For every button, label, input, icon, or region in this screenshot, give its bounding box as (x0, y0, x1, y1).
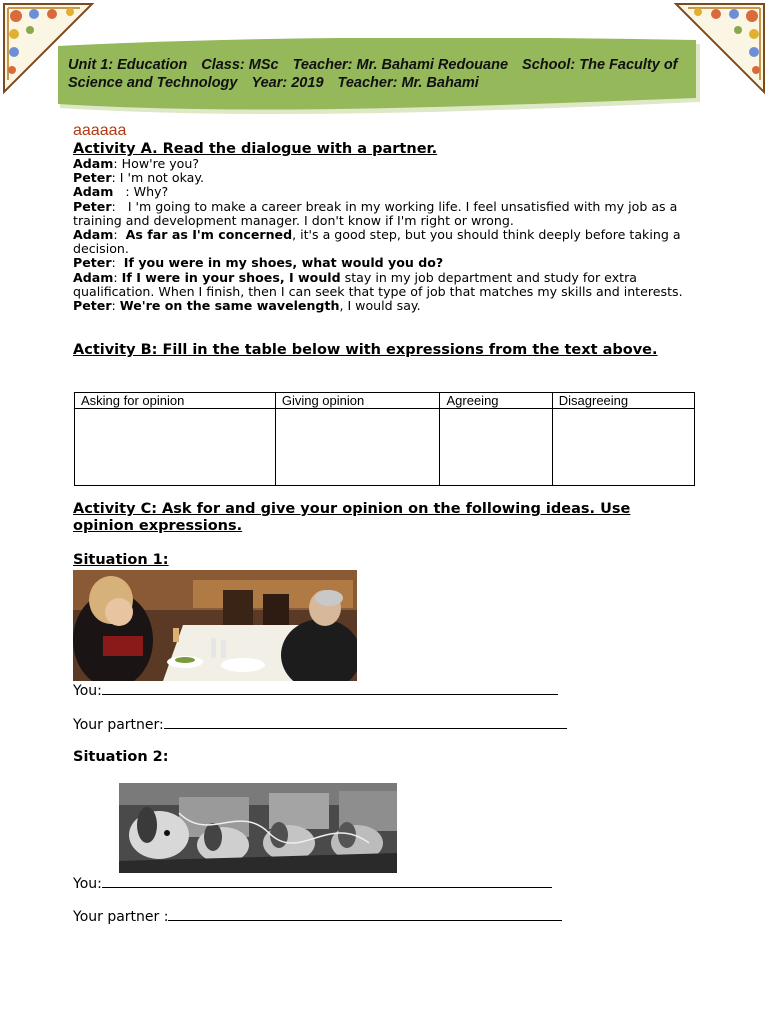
dialogue-line (73, 200, 703, 228)
partner-label: Your partner: (73, 717, 164, 733)
dialogue-line (73, 185, 703, 199)
table-cell-disagreeing[interactable] (552, 409, 694, 486)
partner-label: Your partner : (73, 909, 169, 925)
speaker-separator: : (111, 255, 124, 271)
speaker-name: Adam (73, 156, 114, 171)
header-teacher-full: Teacher: Mr. Bahami Redouane (292, 57, 509, 73)
you-answer-line[interactable] (102, 873, 552, 888)
speaker-name: Peter (73, 198, 112, 214)
dialogue-text: How're you? (121, 156, 200, 171)
header-unit: Unit 1: Education (68, 57, 188, 73)
dialogue-text: I 'm not okay. (119, 170, 205, 186)
you-label: You: (73, 876, 102, 892)
table-cell-giving[interactable] (275, 409, 440, 486)
situation-2-you-answer (73, 873, 552, 892)
dialogue-line (73, 256, 703, 270)
header-class: Class: MSc (201, 57, 279, 73)
header-year: Year: 2019 (251, 75, 324, 91)
partner-answer-line[interactable] (168, 906, 562, 921)
speaker-separator: : (113, 227, 126, 243)
dialogue-text: I 'm going to make a career break in my working life. I feel unsatisfied with my job as a training and development manager. I don't know if I'm right or wrong. (73, 198, 678, 228)
restaurant-photo (73, 570, 357, 681)
lab-dogs-photo (119, 783, 397, 873)
column-header-giving: Giving opinion (275, 393, 440, 409)
speaker-separator: : (111, 198, 128, 214)
dialogue-text: , it's a good step, but you should think deeply before taking a decision. (73, 227, 681, 257)
you-answer-line[interactable] (102, 680, 558, 695)
column-header-disagreeing: Disagreeing (552, 393, 694, 409)
dialogue-text: Why? (133, 184, 169, 200)
situation-1-partner-answer (73, 714, 567, 733)
header-teacher-short: Teacher: Mr. Bahami (337, 75, 479, 91)
header-info (68, 56, 688, 92)
partner-answer-line[interactable] (164, 714, 567, 729)
dialogue-line (73, 271, 703, 299)
speaker-name: Peter (73, 170, 112, 186)
header-school: School: The Faculty of Science and Technology (68, 57, 678, 91)
activity-c-heading: Activity C: Ask for and give your opinion on the following ideas. Use opinion expressions. (73, 501, 631, 534)
key-expression: If you were in my shoes, what would you do? (123, 255, 444, 271)
speaker-separator: : (113, 184, 134, 200)
activity-b-heading: Activity B: Fill in the table below with expressions from the text above. (73, 342, 658, 358)
key-expression: As far as I'm concerned (125, 227, 293, 243)
speaker-separator: : (113, 269, 122, 285)
column-header-asking: Asking for opinion (75, 393, 276, 409)
speaker-separator: : (111, 170, 120, 186)
speaker-separator: : (113, 156, 122, 171)
dialogue (73, 157, 703, 313)
dialogue-line (73, 228, 703, 256)
column-header-agreeing: Agreeing (440, 393, 552, 409)
table-cell-agreeing[interactable] (440, 409, 552, 486)
dialogue-text: stay in my job department and study for extra qualification. When I finish, then I can seek that type of job that matches my skills and interests. (73, 269, 683, 299)
you-label: You: (73, 683, 102, 699)
placeholder-text: aaaaaa (73, 122, 127, 139)
expressions-table (74, 392, 695, 486)
situation-2-title: Situation 2: (73, 749, 169, 765)
situation-1-title: Situation 1: (73, 552, 169, 568)
dialogue-line (73, 171, 703, 185)
activity-a-heading: Activity A. Read the dialogue with a partner. (73, 141, 438, 157)
key-expression: If I were in your shoes, I would (121, 269, 341, 285)
dialogue-line (73, 157, 703, 171)
speaker-name: Peter (73, 255, 112, 271)
dialogue-line (73, 299, 703, 313)
speaker-name: Peter (73, 298, 112, 314)
speaker-name: Adam (73, 227, 114, 243)
situation-1-you-answer (73, 680, 558, 699)
situation-2-partner-answer (73, 906, 562, 925)
dialogue-text: , I would say. (339, 298, 421, 314)
table-cell-asking[interactable] (75, 409, 276, 486)
speaker-separator: : (111, 298, 120, 314)
speaker-name: Adam (73, 184, 114, 200)
speaker-name: Adam (73, 269, 114, 285)
key-expression: We're on the same wavelength (119, 298, 340, 314)
